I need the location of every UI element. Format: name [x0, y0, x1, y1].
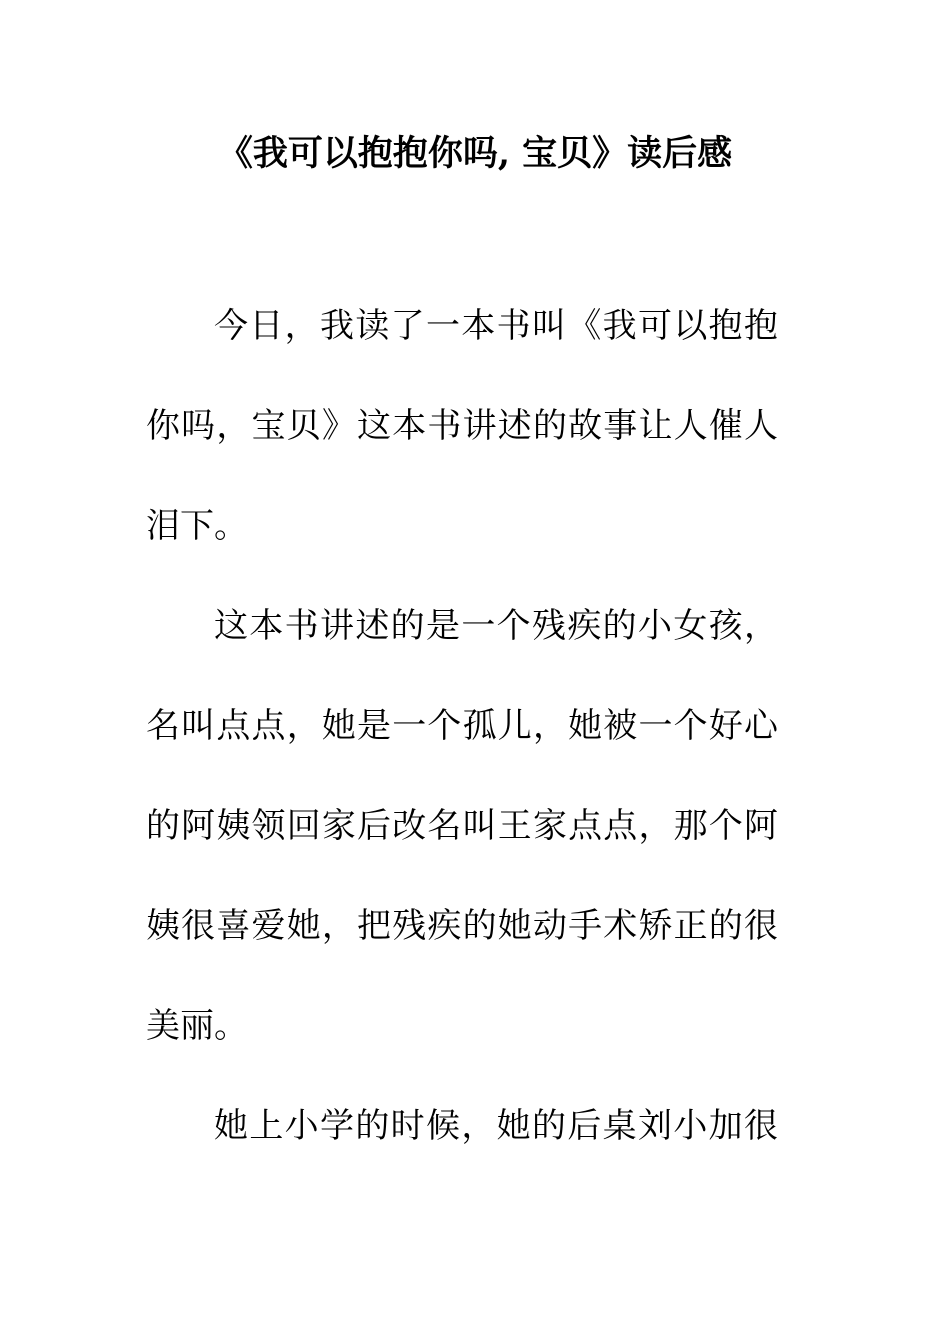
paragraph-1-line-2: 你吗，宝贝》这本书讲述的故事让人催人	[146, 406, 778, 446]
paragraph-2-line-1: 这本书讲述的是一个残疾的小女孩，	[214, 606, 778, 646]
paragraph-2-line-4: 姨很喜爱她，把残疾的她动手术矫正的很	[146, 906, 778, 946]
paragraph-1-line-1: 今日，我读了一本书叫《我可以抱抱	[214, 306, 778, 346]
paragraph-3-line-1: 她上小学的时候，她的后桌刘小加很	[214, 1106, 778, 1146]
paragraph-2-line-5: 美丽。	[146, 1006, 248, 1046]
paragraph-1-line-3: 泪下。	[146, 506, 248, 546]
paragraph-2-line-3: 的阿姨领回家后改名叫王家点点，那个阿	[146, 806, 778, 846]
paragraph-2-line-2: 名叫点点，她是一个孤儿，她被一个好心	[146, 706, 778, 746]
document-title: 《我可以抱抱你吗, 宝贝》读后感	[217, 133, 733, 174]
